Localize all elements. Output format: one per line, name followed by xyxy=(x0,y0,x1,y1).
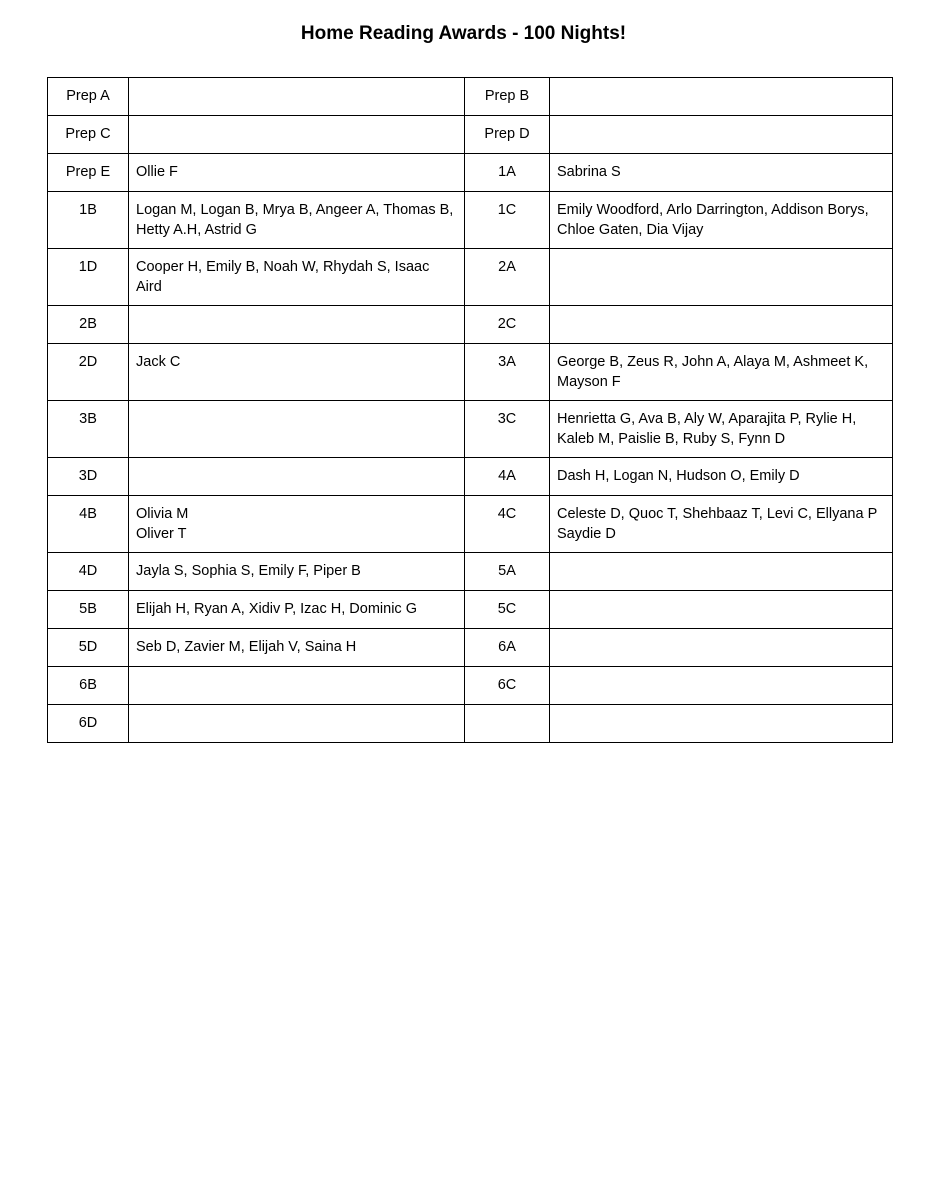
class-cell: 6B xyxy=(48,667,129,705)
table-row xyxy=(48,249,893,306)
table-row xyxy=(48,192,893,249)
class-cell: Prep A xyxy=(48,78,129,116)
names-cell xyxy=(129,78,465,116)
class-cell: 5A xyxy=(465,553,550,591)
class-cell xyxy=(465,705,550,743)
names-cell xyxy=(129,667,465,705)
class-cell: 6A xyxy=(465,629,550,667)
class-cell: 4A xyxy=(465,458,550,496)
names-cell: Elijah H, Ryan A, Xidiv P, Izac H, Dominic G xyxy=(129,591,465,629)
name-line: Olivia M xyxy=(136,506,189,522)
table-row xyxy=(48,496,893,553)
names-cell xyxy=(550,78,893,116)
names-cell: Emily Woodford, Arlo Darrington, Addison Borys, Chloe Gaten, Dia Vijay xyxy=(550,192,893,249)
name-line: Oliver T xyxy=(136,526,187,542)
names-cell xyxy=(550,591,893,629)
class-cell: 1C xyxy=(465,192,550,249)
class-cell: 1D xyxy=(48,249,129,306)
class-cell: 2D xyxy=(48,344,129,401)
names-cell: Jayla S, Sophia S, Emily F, Piper B xyxy=(129,553,465,591)
table-row xyxy=(48,458,893,496)
names-cell: George B, Zeus R, John A, Alaya M, Ashmeet K, Mayson F xyxy=(550,344,893,401)
table-row xyxy=(48,591,893,629)
class-cell: 4C xyxy=(465,496,550,553)
names-cell xyxy=(129,496,465,553)
page-title: Home Reading Awards - 100 Nights! xyxy=(300,23,627,44)
table-row xyxy=(48,154,893,192)
names-cell: Logan M, Logan B, Mrya B, Angeer A, Thomas B, Hetty A.H, Astrid G xyxy=(129,192,465,249)
names-cell: Dash H, Logan N, Hudson O, Emily D xyxy=(550,458,893,496)
class-cell: 1A xyxy=(465,154,550,192)
class-cell: Prep D xyxy=(465,116,550,154)
names-cell: Sabrina S xyxy=(550,154,893,192)
names-cell: Jack C xyxy=(129,344,465,401)
name-line: Celeste D, Quoc T, Shehbaaz T, Levi C, Ellyana P xyxy=(557,506,878,522)
names-cell xyxy=(129,306,465,344)
names-cell xyxy=(129,401,465,458)
names-cell xyxy=(550,705,893,743)
class-cell: Prep B xyxy=(465,78,550,116)
names-cell xyxy=(550,249,893,306)
names-cell xyxy=(550,116,893,154)
name-line: Saydie D xyxy=(557,526,616,542)
class-cell: 4D xyxy=(48,553,129,591)
names-cell xyxy=(550,306,893,344)
class-cell: 4B xyxy=(48,496,129,553)
names-cell xyxy=(550,553,893,591)
class-cell: 6C xyxy=(465,667,550,705)
class-cell: 5C xyxy=(465,591,550,629)
class-cell: Prep C xyxy=(48,116,129,154)
names-cell: Seb D, Zavier M, Elijah V, Saina H xyxy=(129,629,465,667)
names-cell: Henrietta G, Ava B, Aly W, Aparajita P, Rylie H, Kaleb M, Paislie B, Ruby S, Fynn D xyxy=(550,401,893,458)
names-cell xyxy=(129,116,465,154)
class-cell: 2A xyxy=(465,249,550,306)
class-cell: 3C xyxy=(465,401,550,458)
class-cell: 5B xyxy=(48,591,129,629)
awards-table xyxy=(47,77,893,743)
names-cell xyxy=(550,629,893,667)
class-cell: 3B xyxy=(48,401,129,458)
names-cell: Ollie F xyxy=(129,154,465,192)
table-row xyxy=(48,553,893,591)
names-cell xyxy=(129,705,465,743)
names-cell xyxy=(129,458,465,496)
table-row xyxy=(48,306,893,344)
class-cell: 2B xyxy=(48,306,129,344)
table-row xyxy=(48,629,893,667)
table-row xyxy=(48,401,893,458)
class-cell: 2C xyxy=(465,306,550,344)
table-row xyxy=(48,344,893,401)
class-cell: 5D xyxy=(48,629,129,667)
class-cell: 3A xyxy=(465,344,550,401)
class-cell: 3D xyxy=(48,458,129,496)
table-row xyxy=(48,705,893,743)
table-row xyxy=(48,667,893,705)
names-cell xyxy=(550,667,893,705)
class-cell: Prep E xyxy=(48,154,129,192)
class-cell: 1B xyxy=(48,192,129,249)
class-cell: 6D xyxy=(48,705,129,743)
table-row xyxy=(48,116,893,154)
names-cell: Cooper H, Emily B, Noah W, Rhydah S, Isaac Aird xyxy=(129,249,465,306)
table-row xyxy=(48,78,893,116)
names-cell xyxy=(550,496,893,553)
